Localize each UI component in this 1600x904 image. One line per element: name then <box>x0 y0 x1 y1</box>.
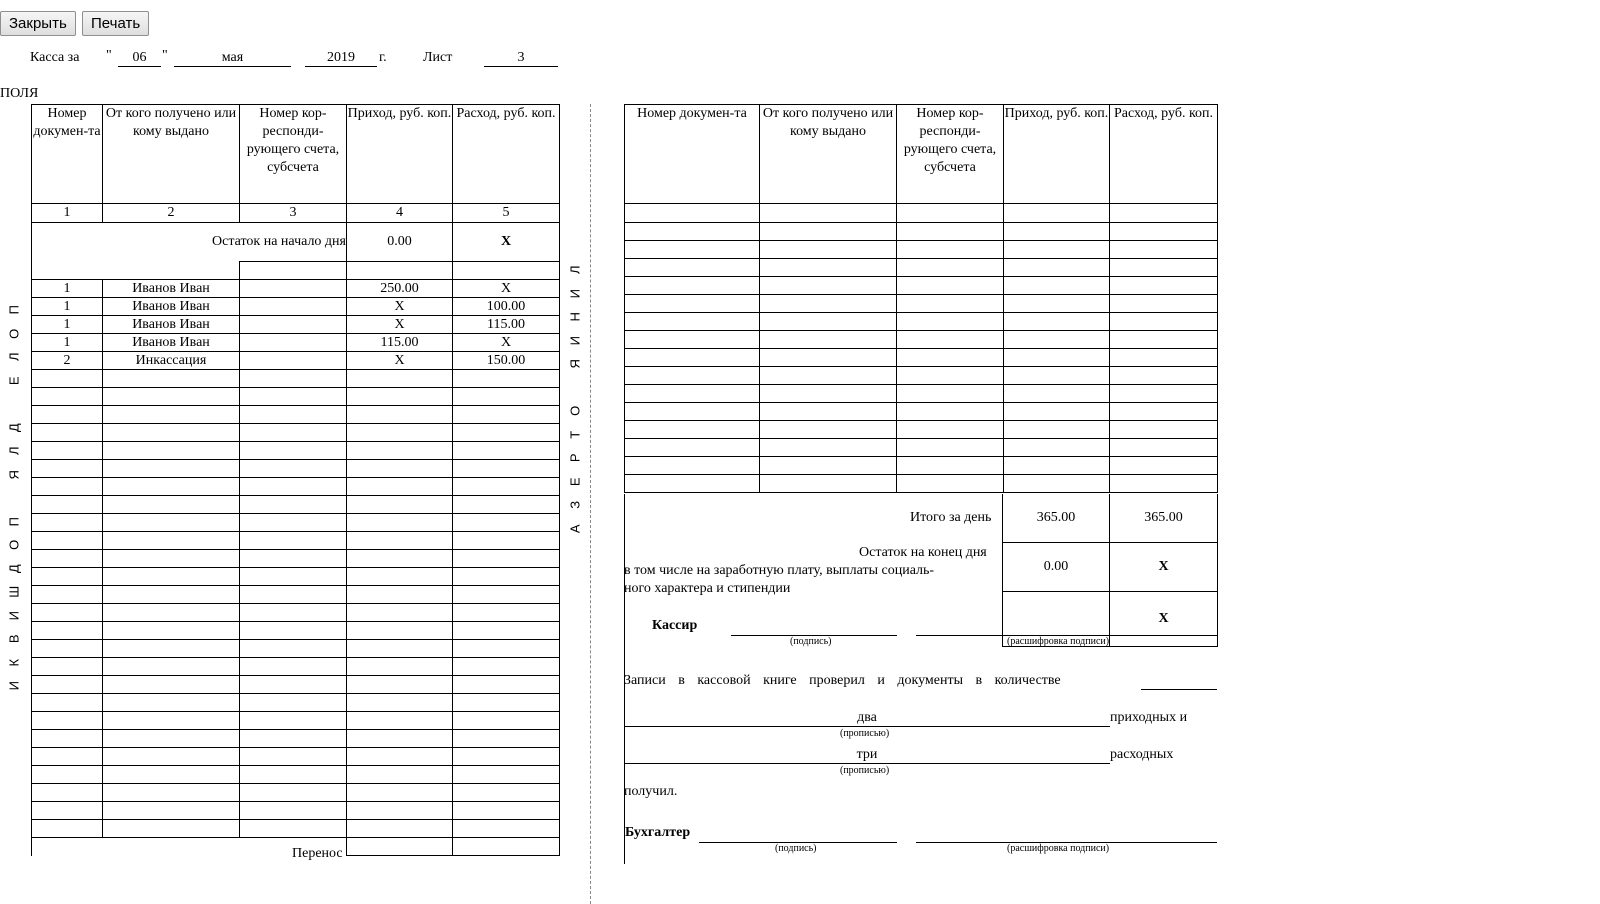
incoming-words-caption: (прописью) <box>840 728 890 739</box>
table-row <box>625 259 1218 277</box>
sheet-number-field: 3 <box>484 50 558 67</box>
entry-doc: 1 <box>32 316 103 334</box>
table-row <box>32 550 560 568</box>
cash-book-right-table <box>624 104 1218 493</box>
opening-spacer <box>32 223 103 280</box>
table-row <box>32 460 560 478</box>
col-number: 1 <box>32 204 103 223</box>
table-row <box>32 802 560 820</box>
month-field: мая <box>174 50 291 67</box>
incoming-count-field: два <box>624 710 1110 727</box>
entry-income: 115.00 <box>347 334 453 352</box>
day-total-expense: 365.00 <box>1110 494 1218 543</box>
opening-balance-expense: X <box>453 223 560 262</box>
outgoing-label: расходных <box>1110 747 1174 762</box>
accountant-decode-caption: (расшифровка подписи) <box>1007 843 1110 854</box>
col-header-from-to: От кого получено или кому выдано <box>103 105 240 204</box>
table-row <box>32 370 560 388</box>
sheet-label: Лист <box>423 50 453 65</box>
quote-close: " <box>162 48 168 63</box>
entry-expense: 115.00 <box>453 316 560 334</box>
entry-doc: 2 <box>32 352 103 370</box>
table-row <box>32 640 560 658</box>
entry-account <box>240 298 347 316</box>
col-number: 4 <box>347 204 453 223</box>
table-row <box>32 442 560 460</box>
salary-label-line2: ного характера и стипендии <box>624 581 791 596</box>
totals-table <box>1002 494 1218 647</box>
table-row <box>32 532 560 550</box>
check-text: Записи в кассовой книге проверил и документы в количестве <box>624 673 1061 688</box>
opening-balance-label: Остаток на начало дня <box>103 223 347 262</box>
table-row <box>32 730 560 748</box>
cashier-decode-caption: (расшифровка подписи) <box>1007 636 1110 647</box>
col-number-blank <box>625 204 760 223</box>
entry-who: Иванов Иван <box>103 280 240 298</box>
received-text: получил. <box>624 784 678 799</box>
table-row <box>32 334 560 352</box>
table-row <box>32 694 560 712</box>
entry-account <box>240 334 347 352</box>
closing-balance-label: Остаток на конец дня <box>859 545 987 560</box>
table-row <box>625 223 1218 241</box>
col-number: 5 <box>453 204 560 223</box>
quote-open: " <box>106 48 112 63</box>
entry-who: Инкассация <box>103 352 240 370</box>
entry-income: X <box>347 352 453 370</box>
table-row <box>32 676 560 694</box>
entry-expense: 150.00 <box>453 352 560 370</box>
table-row <box>625 313 1218 331</box>
document-count-line <box>1141 688 1217 690</box>
accountant-sign-caption: (подпись) <box>775 843 817 854</box>
col-number-blank <box>897 204 1004 223</box>
day-total-income: 365.00 <box>1003 494 1110 543</box>
entry-account <box>240 280 347 298</box>
entry-expense: 100.00 <box>453 298 560 316</box>
closing-balance-expense: X <box>1110 543 1218 592</box>
col-header-doc-number: Номер докумен-та <box>625 105 760 204</box>
col-header-doc-number: Номер докумен-та <box>32 105 103 204</box>
table-row <box>32 478 560 496</box>
table-row <box>625 331 1218 349</box>
table-row <box>625 367 1218 385</box>
entry-who: Иванов Иван <box>103 316 240 334</box>
table-row <box>625 403 1218 421</box>
table-row <box>625 241 1218 259</box>
col-number-blank <box>1004 204 1110 223</box>
salary-expense: X <box>1110 592 1218 647</box>
col-header-from-to: От кого получено или кому выдано <box>760 105 897 204</box>
table-row <box>625 457 1218 475</box>
table-row <box>32 280 560 298</box>
accountant-label: Бухгалтер <box>625 825 691 840</box>
table-row <box>32 748 560 766</box>
table-row <box>625 349 1218 367</box>
table-row <box>32 586 560 604</box>
col-number: 2 <box>103 204 240 223</box>
entry-who: Иванов Иван <box>103 298 240 316</box>
table-row <box>32 784 560 802</box>
table-row <box>32 316 560 334</box>
table-row <box>625 277 1218 295</box>
entry-doc: 1 <box>32 298 103 316</box>
table-row <box>32 352 560 370</box>
table-row <box>625 295 1218 313</box>
table-row <box>32 766 560 784</box>
year-suffix: г. <box>379 50 387 65</box>
entry-doc: 1 <box>32 334 103 352</box>
table-row <box>32 658 560 676</box>
col-header-income: Приход, руб. коп. <box>1004 105 1110 204</box>
table-row <box>625 421 1218 439</box>
outgoing-words-caption: (прописью) <box>840 765 890 776</box>
entry-account <box>240 352 347 370</box>
table-row <box>32 496 560 514</box>
table-row <box>32 298 560 316</box>
table-row <box>32 514 560 532</box>
cut-line <box>590 104 591 904</box>
table-row <box>625 439 1218 457</box>
entry-income: X <box>347 316 453 334</box>
entry-who: Иванов Иван <box>103 334 240 352</box>
col-number-blank <box>760 204 897 223</box>
col-header-account: Номер кор-респонди-рующего счета, субсчета <box>240 105 347 204</box>
print-button[interactable]: Печать <box>82 11 149 36</box>
entry-income: 250.00 <box>347 280 453 298</box>
entry-expense: X <box>453 280 560 298</box>
incoming-label: приходных и <box>1110 710 1188 725</box>
table-row <box>32 712 560 730</box>
carry-over-label: Перенос <box>292 846 343 861</box>
table-row <box>32 424 560 442</box>
entry-income: X <box>347 298 453 316</box>
salary-label-line1: в том числе на заработную плату, выплаты социаль- <box>624 563 935 578</box>
entry-doc: 1 <box>32 280 103 298</box>
kassa-label: Касса за <box>30 50 80 65</box>
closing-balance-income: 0.00 <box>1003 543 1110 592</box>
outgoing-count-field: три <box>624 747 1110 764</box>
cashier-label: Кассир <box>652 618 698 633</box>
opening-balance-income: 0.00 <box>347 223 453 262</box>
table-row <box>32 406 560 424</box>
binding-field-text: П О Л Е Д Л Я П О Д Ш И В К И <box>6 305 22 691</box>
col-header-account: Номер кор-респонди-рующего счета, субсчета <box>897 105 1004 204</box>
cash-book-left-table <box>31 104 560 856</box>
margin-title: ПОЛЯ <box>0 86 39 101</box>
cut-line-text: Л И Н И Я О Т Р Е З А <box>567 265 583 533</box>
col-header-income: Приход, руб. коп. <box>347 105 453 204</box>
close-button[interactable]: Закрыть <box>0 11 76 36</box>
table-row <box>32 820 560 838</box>
day-total-label: Итого за день <box>910 510 992 525</box>
table-row <box>32 568 560 586</box>
table-row <box>625 475 1218 493</box>
col-number-blank <box>1110 204 1218 223</box>
table-row <box>32 604 560 622</box>
table-row <box>32 622 560 640</box>
col-number: 3 <box>240 204 347 223</box>
opening-account <box>240 262 347 280</box>
col-header-expense: Расход, руб. коп. <box>1110 105 1218 204</box>
cashier-sign-caption: (подпись) <box>790 636 832 647</box>
col-header-expense: Расход, руб. коп. <box>453 105 560 204</box>
year-field: 2019 <box>305 50 377 67</box>
day-field: 06 <box>118 50 161 67</box>
entry-expense: X <box>453 334 560 352</box>
table-row <box>625 385 1218 403</box>
entry-account <box>240 316 347 334</box>
table-row <box>32 388 560 406</box>
